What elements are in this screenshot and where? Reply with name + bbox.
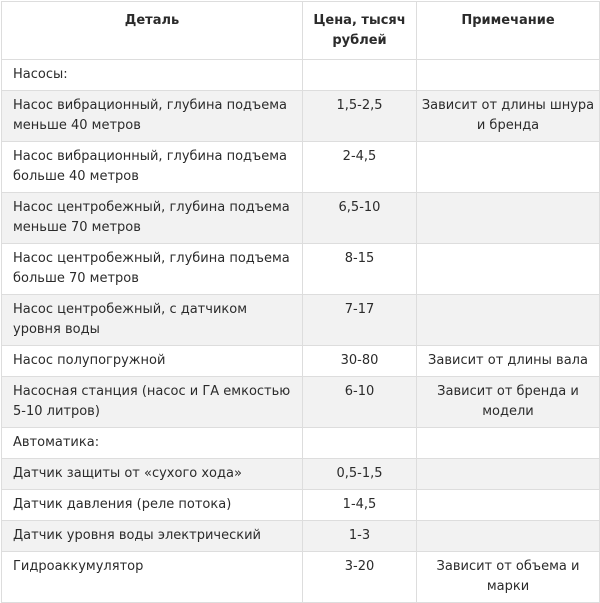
header-note: Примечание [417,2,600,60]
note-cell [417,295,600,346]
note-cell: Зависит от бренда и модели [417,377,600,428]
price-cell: 6,5-10 [303,193,417,244]
note-cell [417,490,600,521]
detail-cell: Автоматика: [2,428,303,459]
price-table [1,1,600,603]
price-cell: 2-4,5 [303,142,417,193]
note-cell [417,459,600,490]
detail-cell: Насос вибрационный, глубина подъема меньше 40 метров [2,91,303,142]
table-row [2,521,600,552]
note-cell [417,428,600,459]
price-cell: 0,5-1,5 [303,459,417,490]
table-row [2,346,600,377]
detail-cell: Насос вибрационный, глубина подъема больше 40 метров [2,142,303,193]
price-cell [303,60,417,91]
price-cell: 1-4,5 [303,490,417,521]
note-cell [417,60,600,91]
price-cell: 30-80 [303,346,417,377]
detail-cell: Насосы: [2,60,303,91]
note-cell: Зависит от длины шнура и бренда [417,91,600,142]
table-header [2,2,600,60]
detail-cell: Датчик уровня воды электрический [2,521,303,552]
note-cell [417,244,600,295]
detail-cell: Насос центробежный, с датчиком уровня воды [2,295,303,346]
table-row [2,459,600,490]
detail-cell: Датчик защиты от «сухого хода» [2,459,303,490]
detail-cell: Насосная станция (насос и ГА емкостью 5-10 литров) [2,377,303,428]
table-row [2,428,600,459]
table-body [2,60,600,603]
table-row [2,91,600,142]
price-cell: 1,5-2,5 [303,91,417,142]
note-cell [417,193,600,244]
note-cell: Зависит от объема и марки [417,552,600,603]
price-cell: 6-10 [303,377,417,428]
detail-cell: Насос полупогружной [2,346,303,377]
table-row [2,552,600,603]
table-row [2,142,600,193]
price-cell: 8-15 [303,244,417,295]
detail-cell: Гидроаккумулятор [2,552,303,603]
note-cell [417,142,600,193]
detail-cell: Насос центробежный, глубина подъема больше 70 метров [2,244,303,295]
price-cell: 3-20 [303,552,417,603]
header-detail: Деталь [2,2,303,60]
price-cell: 1-3 [303,521,417,552]
header-price: Цена, тысяч рублей [303,2,417,60]
price-cell: 7-17 [303,295,417,346]
table-row [2,193,600,244]
price-cell [303,428,417,459]
table-row [2,244,600,295]
table-row [2,295,600,346]
header-row [2,2,600,60]
detail-cell: Насос центробежный, глубина подъема меньше 70 метров [2,193,303,244]
note-cell [417,521,600,552]
note-cell: Зависит от длины вала [417,346,600,377]
table-row [2,490,600,521]
table-row [2,377,600,428]
table-row [2,60,600,91]
detail-cell: Датчик давления (реле потока) [2,490,303,521]
